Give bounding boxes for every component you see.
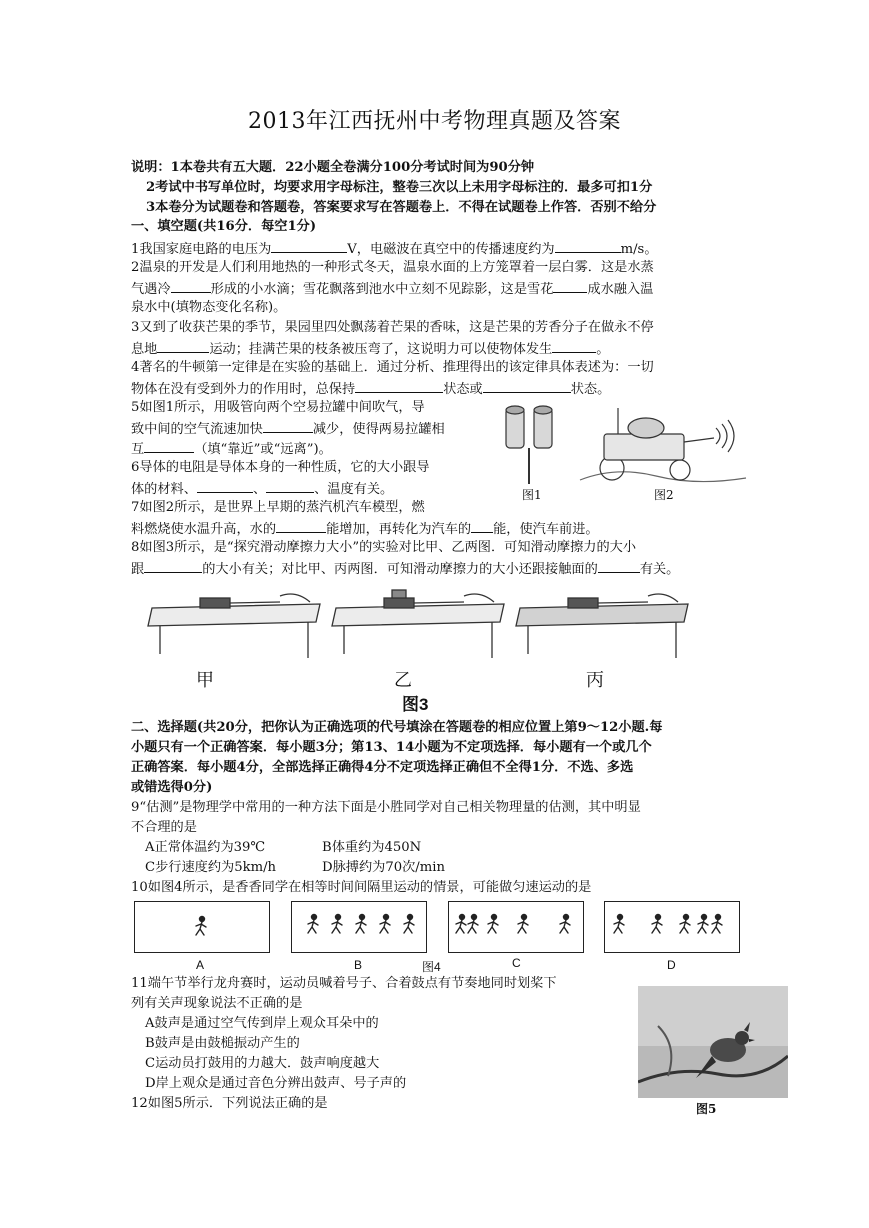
page-title: 2013年江西抚州中考物理真题及答案 [248,109,621,134]
answer-blank[interactable] [144,438,194,453]
question-7-line1: 7如图2所示，是世界上早期的蒸汽机汽车模型，燃 [131,500,425,515]
question-6-line2: 体的材料、 、 、温度有关。 [131,478,741,500]
question-9-option-d[interactable]: D脉搏约为70次/min [322,860,445,875]
question-4-line2: 物体在没有受到外力的作用时，总保持 状态或 状态。 [131,378,741,400]
figure-3-tables [140,582,740,710]
answer-blank[interactable] [552,338,596,353]
figure-1-cans [500,398,560,490]
answer-blank[interactable] [271,238,347,253]
answer-blank[interactable] [598,558,640,573]
figure-3-label-bing: 丙 [586,670,604,690]
answer-blank[interactable] [144,558,202,573]
figure-2-steam-car [576,398,751,490]
answer-blank[interactable] [197,478,253,493]
figure-4-label-c: C [512,956,521,970]
question-11-line1: 11端午节举行龙舟赛时，运动员喊着号子、合着鼓点有节奏地同时划桨下 [131,976,557,991]
question-11-option-c[interactable]: C运动员打鼓用的力越大．鼓声响度越大 [145,1056,380,1071]
question-8-line2: 跟 的大小有关；对比甲、丙两图．可知滑动摩擦力的大小还跟接触面的 有关。 [131,558,741,580]
question-2-line1: 2温泉的开发是人们利用地热的一种形式冬天，温泉水面的上方笼罩着一层白雾．这是水蒸 [131,260,654,275]
question-2-line3: 泉水中(填物态变化名称)。 [131,300,287,315]
question-5-line1: 5如图1所示，用吸管向两个空易拉罐中间吹气，导 [131,400,425,415]
note-2: 2考试中书写单位时，均要求用字母标注，整卷三次以上未用字母标注的．最多可扣1分 [146,180,653,195]
answer-blank[interactable] [355,378,443,393]
answer-blank[interactable] [553,278,587,293]
question-9-option-b[interactable]: B体重约为450N [322,840,422,855]
question-9-line2: 不合理的是 [131,820,197,835]
question-4-line1: 4著名的牛顿第一定律是在实验的基础上．通过分析、推理得出的该定律具体表述为：一切 [131,360,654,375]
answer-blank[interactable] [157,338,209,353]
section2-heading-4: 或错选得0分) [131,780,213,795]
figure-5-bird-photo [638,986,788,1098]
section2-heading-2: 小题只有一个正确答案．每小题3分；第13、14小题为不定项选择．每小题有一个或几个 [131,740,652,755]
figure-3-label-yi: 乙 [394,670,412,690]
question-5-line2: 致中间的空气流速加快 减少，使得两易拉罐相 [131,418,741,440]
question-5-line3: 互 （填“靠近”或“远离”)。 [131,438,741,460]
answer-blank[interactable] [555,238,621,253]
answer-blank[interactable] [276,518,326,533]
figure-4-label-b: B [354,958,363,972]
figure-3-label-jia: 甲 [196,670,214,690]
question-11-line2: 列有关声现象说法不正确的是 [131,996,303,1011]
question-11-option-b[interactable]: B鼓声是由鼓槌振动产生的 [145,1036,300,1051]
figure-3-caption: 图3 [402,695,429,714]
question-11-option-a[interactable]: A鼓声是通过空气传到岸上观众耳朵中的 [145,1016,379,1031]
answer-blank[interactable] [266,478,314,493]
question-8-line1: 8如图3所示，是“探究滑动摩擦力大小”的实验对比甲、乙两图．可知滑动摩擦力的大小 [131,540,637,555]
figure-4-label-a: A [196,958,205,972]
note-1: 说明：1本卷共有五大题．22小题全卷满分100分考试时间为90分钟 [131,160,535,175]
answer-blank[interactable] [483,378,571,393]
question-9-option-a[interactable]: A正常体温约为39℃ [145,840,266,855]
section2-heading-3: 正确答案．每小题4分，全部选择正确得4分不定项选择正确但不全得1分．不选、多选 [131,760,634,775]
answer-blank[interactable] [171,278,211,293]
question-1: 1我国家庭电路的电压为 V，电磁波在真空中的传播速度约为 m/s。 [131,238,741,260]
question-10: 10如图4所示，是香香同学在相等时间间隔里运动的情景，可能做匀速运动的是 [131,880,592,895]
answer-blank[interactable] [263,418,313,433]
question-7-line2: 料燃烧使水温升高，水的 能增加，再转化为汽车的 能，使汽车前进。 [131,518,741,540]
question-9-line1: 9“估测”是物理学中常用的一种方法下面是小胜同学对自己相关物理量的估测，其中明显 [131,800,641,815]
question-11-option-d[interactable]: D岸上观众是通过音色分辨出鼓声、号子声的 [145,1076,407,1091]
question-12: 12如图5所示．下列说法正确的是 [131,1096,328,1111]
question-6-line1: 6导体的电阻是导体本身的一种性质，它的大小跟导 [131,460,430,475]
section2-heading-1: 二、选择题(共20分，把你认为正确选项的代号填涂在答题卷的相应位置上第9～12小题.每 [131,720,663,735]
question-9-option-c[interactable]: C步行速度约为5km/h [145,860,277,875]
answer-blank[interactable] [471,518,493,533]
question-3-line2: 息地 运动；挂满芒果的枝条被压弯了，这说明力可以使物体发生 。 [131,338,741,360]
note-3: 3本卷分为试题卷和答题卷，答案要求写在答题卷上．不得在试题卷上作答．否别不给分 [146,200,657,215]
figure-1-caption: 图1 [522,488,542,502]
question-3-line1: 3又到了收获芒果的季节，果园里四处飘荡着芒果的香味，这是芒果的芳香分子在做永不停 [131,320,654,335]
question-2-line2: 气遇冷 形成的小水滴；雪花飘落到池水中立刻不见踪影，这是雪花 成水融入温 [131,278,741,300]
figure-4-caption: 图4 [422,960,441,974]
figure-2-caption: 图2 [654,488,674,502]
figure-4-label-d: D [667,958,676,972]
figure-4-runners [134,901,740,953]
figure-5-caption: 图5 [696,1102,717,1116]
section1-heading: 一、填空题(共16分．每空1分) [131,219,317,234]
